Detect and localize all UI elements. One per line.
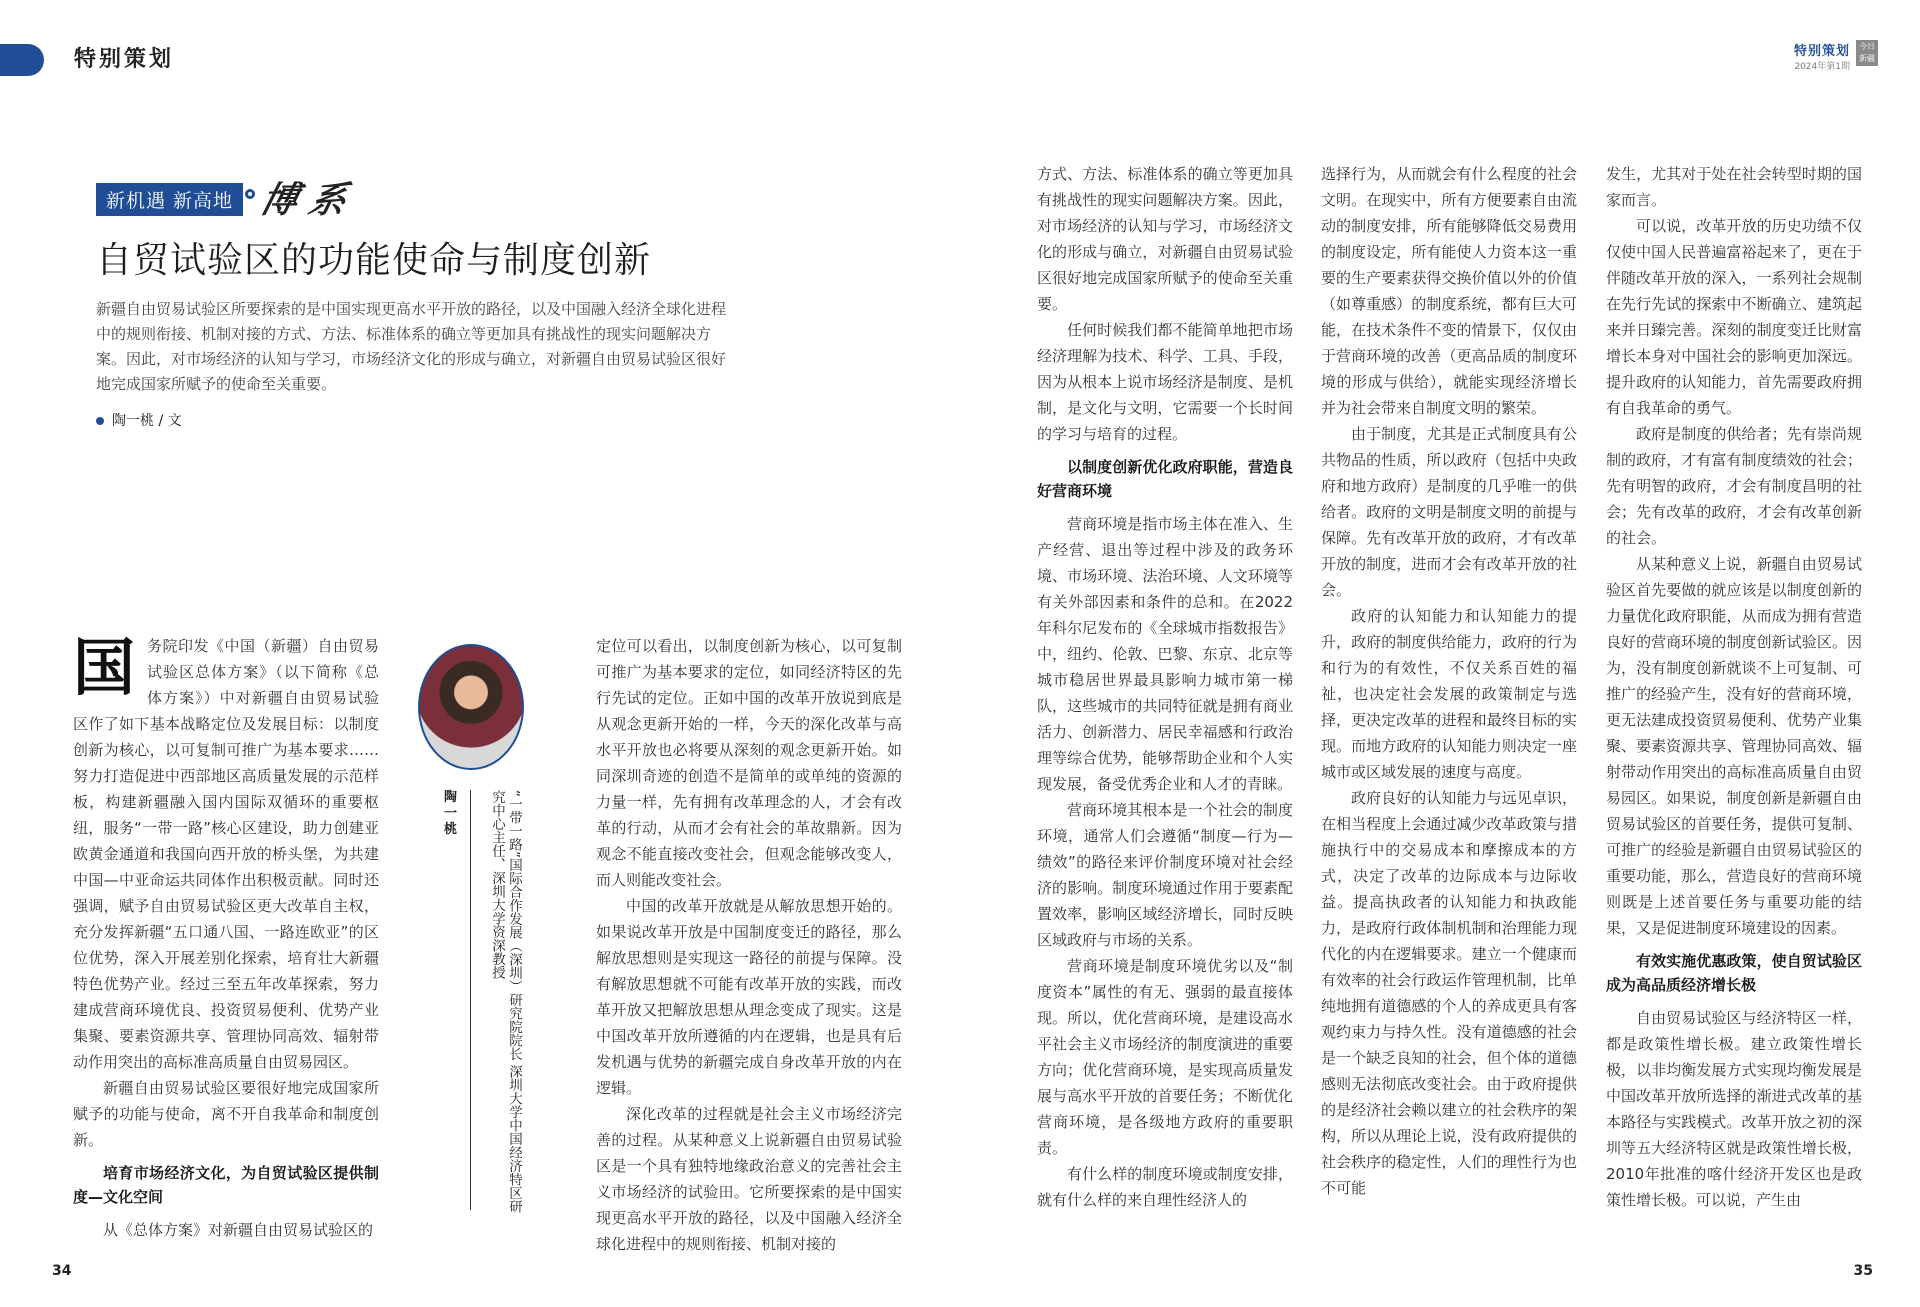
author-portrait [418,644,524,770]
paragraph: 任何时候我们都不能简单地把市场经济理解为技术、科学、工具、手段，因为从根本上说市场经济是制度、是机制，是文化与文明，它需要一个长时间的学习与培育的过程。 [1037,321,1293,443]
byline-text: 陶一桃 / 文 [112,413,182,429]
section-title-right: 特别策划 [1793,44,1850,59]
paragraph: 自由贸易试验区与经济特区一样，都是政策性增长极。建立政策性增长极，以非均衡发展方式实现均衡发展是中国改革开放所选择的渐进式改革的基本路径与实践模式。改革开放之初的深圳等五大经济特区就是政策性增长极，2010年批准的喀什经济开发区也是政策性增长极。可以说，产生由 [1606,1009,1862,1209]
bio-divider [470,790,471,1210]
bio-name: 陶一桃 [444,790,458,837]
body-column-1 [73,633,379,1243]
paragraph: 政府的认知能力和认知能力的提升，政府的制度供给能力，政府的行为和行为的有效性，不仅关系百姓的福祉，也决定社会发展的政策制定与选择，更决定改革的进程和最终目标的实现。而地方政府的认知能力则决定一座城市或区域发展的速度与高度。 [1321,607,1577,781]
body-column-4 [1321,161,1577,1201]
bullet-icon [96,417,104,425]
paragraph: 可以说，改革开放的历史功绩不仅仅使中国人民普遍富裕起来了，更在于伴随改革开放的深入，一系列社会规制在先行先试的探索中不断确立、建筑起来并日臻完善。深刻的制度变迁比财富增长本身对中国社会的影响更加深远。提升政府的认知能力，首先需要政府拥有自我革命的勇气。 [1606,217,1862,417]
magazine-logo: 今日新疆 [1856,40,1878,66]
header-right [1794,40,1850,72]
section-heading: 培育市场经济文化，为自贸试验区提供制度—文化空间 [73,1164,379,1206]
issue-label: 2024年第1期 [1794,62,1850,72]
paragraph: 发生，尤其对于处在社会转型时期的国家而言。 [1606,165,1862,209]
paragraph: 政府良好的认知能力与远见卓识，在相当程度上会通过减少改革政策与措施执行中的交易成本和摩擦成本的方式，决定了改革的边际成本与边际收益。提高执政者的认知能力和执政能力，是政府行政体制机制和治理能力现代化的内在逻辑要求。建立一个健康而有效率的社会行政运作管理机制，比单纯地拥有道德感的个人的养成更具有客观约束力与持久性。没有道德感的社会是一个缺乏良知的社会，但个体的道德感则无法彻底改变社会。由于政府提供的是经济社会赖以建立的社会秩序的架构，所以从理论上说，没有政府提供的社会秩序的稳定性，人们的理性行为也不可能 [1321,789,1577,1197]
paragraph: 中国的改革开放就是从解放思想开始的。如果说改革开放是中国制度变迁的路径，那么解放思想则是实现这一路径的前提与保障。没有解放思想就不可能有改革开放的实践，而改革开放又把解放思想从理念变成了现实。这是中国改革开放所遵循的内在逻辑，也是具有后发机遇与优势的新疆完成自身改革开放的内在逻辑。 [596,897,902,1097]
section-heading: 以制度创新优化政府职能，营造良好营商环境 [1037,458,1293,500]
paragraph: 新疆自由贸易试验区要很好地完成国家所赋予的功能与使命，离不开自我革命和制度创新。 [73,1079,379,1149]
body-column-3 [1037,161,1293,1213]
article-abstract: 新疆自由贸易试验区所要探索的是中国实现更高水平开放的路径，以及中国融入经济全球化进程中的规则衔接、机制对接的方式、方法、标准体系的确立等更加具有挑战性的现实问题解决方案。因此，对市场经济的认知与学习，市场经济文化的形成与确立，对新疆自由贸易试验区很好地完成国家所赋予的使命至关重要。 [96,300,727,393]
page-number-left: 34 [52,1263,72,1279]
drop-cap: 国 [73,631,136,704]
page-number-right: 35 [1853,1263,1873,1279]
paragraph: 从某种意义上说，新疆自由贸易试验区首先要做的就应该是以制度创新的力量优化政府职能，从而成为拥有营造良好的营商环境的制度创新试验区。因为，没有制度创新就谈不上可复制、可推广的经验产生，没有好的营商环境，更无法建成投资贸易便利、优势产业集聚、要素资源共享、管理协同高效、辐射带动作用突出的高标准高质量自由贸易园区。如果说，制度创新是新疆自由贸易试验区的首要任务，提供可复制、可推广的经验是新疆自由贸易试验区的重要功能，那么，营造良好的营商环境则既是上述首要任务与重要功能的结果，又是促进制度环境建设的因素。 [1606,555,1862,937]
section-heading: 有效实施优惠政策，使自贸试验区成为高品质经济增长极 [1606,952,1862,994]
paragraph: 方式、方法、标准体系的确立等更加具有挑战性的现实问题解决方案。因此，对市场经济的认知与学习，市场经济文化的形成与确立，对新疆自由贸易试验区很好地完成国家所赋予的使命至关重要。 [1037,165,1293,313]
body-column-2 [596,633,902,1257]
topic-tag: 新机遇 新高地 [96,183,243,216]
paragraph: 营商环境是制度环境优劣以及“制度资本”属性的有无、强弱的最直接体现。所以，优化营商环境，是建设高水平社会主义市场经济的制度演进的重要方向；优化营商环境，是实现高质量发展与高水平开放的首要任务；不断优化营商环境，是各级地方政府的重要职责。 [1037,957,1293,1157]
circle-mark-icon [245,189,255,199]
paragraph: 由于制度，尤其是正式制度具有公共物品的性质，所以政府（包括中央政府和地方政府）是制度的几乎唯一的供给者。政府的文明是制度文明的前提与保障。先有改革开放的政府，才有改革开放的制度，进而才会有改革开放的社会。 [1321,425,1577,599]
paragraph: 务院印发《中国（新疆）自由贸易试验区总体方案》（以下简称《总体方案》）中对新疆自由贸易试验区作了如下基本战略定位及发展目标：以制度创新为核心，以可复制可推广为基本要求……努力打造促进中西部地区高质量发展的示范样板，构建新疆融入国内国际双循环的重要枢纽，服务“一带一路”核心区建设，助力创建亚欧黄金通道和我国向西开放的桥头堡，为共建中国—中亚命运共同体作出积极贡献。同时还强调，赋予自由贸易试验区更大改革自主权，充分发挥新疆“五口通八国、一路连欧亚”的区位优势，深入开展差别化探索，培育壮大新疆特色优势产业。经过三至五年改革探索，努力建成营商环境优良、投资贸易便利、优势产业集聚、要素资源共享、管理协同高效、辐射带动作用突出的高标准高质量自由贸易园区。 [73,637,379,1071]
section-title-left: 特别策划 [74,46,175,72]
paragraph: 营商环境其根本是一个社会的制度环境，通常人们会遵循“制度—行为—绩效”的路径来评价制度环境对社会经济的影响。制度环境通过作用于要素配置效率，影响区域经济增长，同时反映区域政府与市场的关系。 [1037,801,1293,949]
paragraph: 有什么样的制度环境或制度安排，就有什么样的来自理性经济人的 [1037,1165,1293,1209]
body-column-5 [1606,161,1862,1213]
byline [96,410,182,430]
paragraph: 选择行为，从而就会有什么程度的社会文明。在现实中，所有方便要素自由流动的制度安排，所有能够降低交易费用的制度设定，所有能使人力资本这一重要的生产要素获得交换价值以外的价值（如尊重感）的制度系统，都有巨大可能，在技术条件不变的情景下，仅仅由于营商环境的改善（更高品质的制度环境的形成与供给），就能实现经济增长并为社会带来自制度文明的繁荣。 [1321,165,1577,417]
bio-title: “一带一路”国际合作发展（深圳）研究院院长 深圳大学中国经济特区研究中心主任、深圳大学资深教授 [489,790,522,1214]
article-title: 自贸试验区的功能使命与制度创新 [96,240,652,281]
paragraph: 营商环境是指市场主体在准入、生产经营、退出等过程中涉及的政务环境、市场环境、法治环境、人文环境等有关外部因素和条件的总和。在2022年科尔尼发布的《全球城市指数报告》中，纽约、伦敦、巴黎、东京、北京等城市稳居世界最具影响力城市第一梯队，这些城市的共同特征就是拥有商业活力、创新潜力、居民幸福感和行政治理等综合优势，能够帮助企业和个人实现发展，备受优秀企业和人才的青睐。 [1037,515,1293,793]
paragraph: 深化改革的过程就是社会主义市场经济完善的过程。从某种意义上说新疆自由贸易试验区是一个具有独特地缘政治意义的完善社会主义市场经济的试验田。它所要探索的是中国实现更高水平开放的路径，以及中国融入经济全球化进程中的规则衔接、机制对接的 [596,1105,902,1253]
section-tab-bar [0,44,44,76]
column-logo: 博 系 [256,179,352,221]
paragraph: 定位可以看出，以制度创新为核心，以可复制可推广为基本要求的定位，如同经济特区的先行先试的定位。正如中国的改革开放说到底是从观念更新开始的一样，今天的深化改革与高水平开放也必将要从深刻的观念更新开始。如同深圳奇迹的创造不是简单的或单纯的资源的力量一样，先有拥有改革理念的人，才会有改革的行动，从而才会有社会的革故鼎新。因为观念不能直接改变社会，但观念能够改变人，而人则能改变社会。 [596,637,902,889]
paragraph: 政府是制度的供给者；先有崇尚规制的政府，才有富有制度绩效的社会；先有明智的政府，才会有制度昌明的社会；先有改革的政府，才会有改革创新的社会。 [1606,425,1862,547]
paragraph: 从《总体方案》对新疆自由贸易试验区的 [103,1221,374,1239]
